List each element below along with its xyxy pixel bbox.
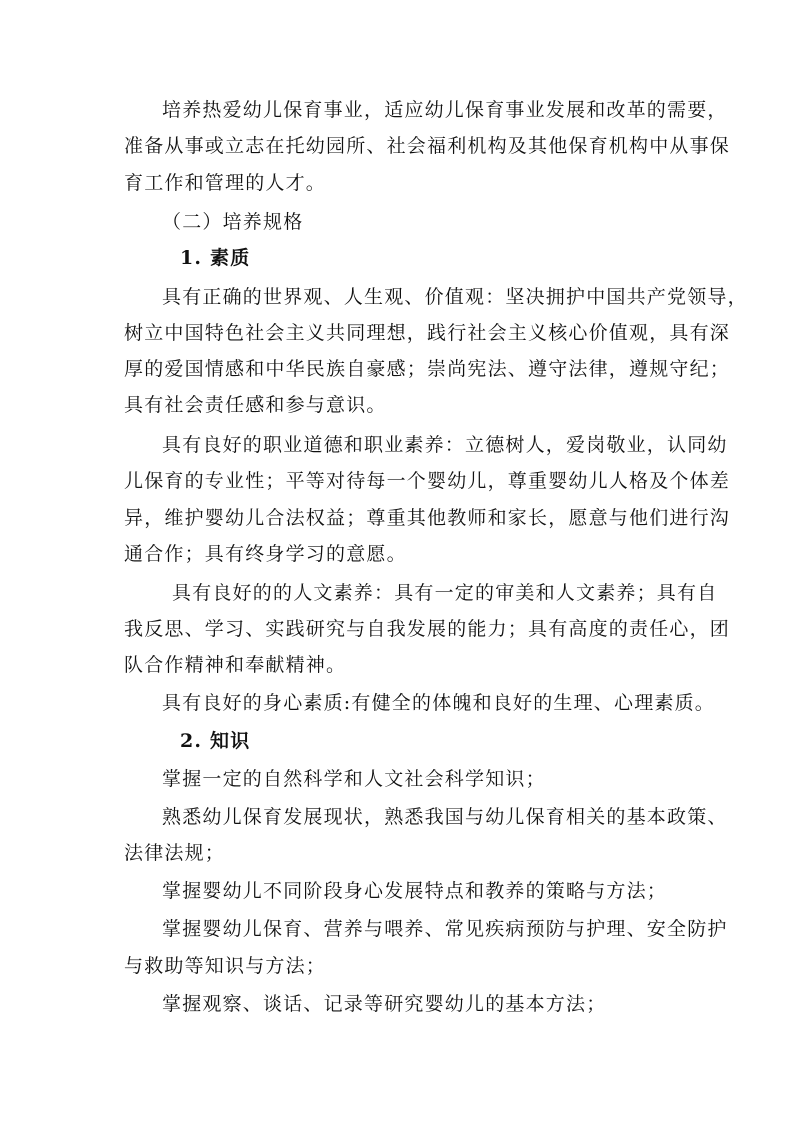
- knowledge-p2-line-2: 法律法规；: [124, 842, 226, 864]
- subsection-heading-knowledge: 2. 知识: [180, 730, 251, 752]
- quality-p1-line-4: 具有社会责任感和参与意识。: [124, 394, 387, 416]
- quality-p3-line-2: 我反思、学习、实践研究与自我发展的能力；具有高度的责任心，团: [124, 618, 731, 640]
- quality-p1-line-3: 厚的爱国情感和中华民族自豪感；崇尚宪法、遵守法律，遵规守纪；: [124, 358, 731, 380]
- knowledge-p4-line-2: 与救助等知识与方法；: [124, 955, 327, 977]
- knowledge-p4-line-1: 掌握婴幼儿保育、营养与喂养、常见疾病预防与护理、安全防护: [162, 918, 728, 940]
- knowledge-p5-line-1: 掌握观察、谈话、记录等研究婴幼儿的基本方法；: [162, 993, 607, 1015]
- intro-line-3: 育工作和管理的人才。: [124, 172, 327, 194]
- knowledge-p1-line-1: 掌握一定的自然科学和人文社会科学知识；: [162, 768, 546, 790]
- quality-p2-line-2: 儿保育的专业性；平等对待每一个婴幼儿，尊重婴幼儿人格及个体差: [124, 470, 731, 492]
- quality-p2-line-1: 具有良好的职业道德和职业素养：立德树人，爱岗敬业，认同幼: [162, 434, 728, 456]
- quality-p1-line-2: 树立中国特色社会主义共同理想，践行社会主义核心价值观，具有深: [124, 322, 731, 344]
- section-heading-training-specs: （二）培养规格: [162, 211, 304, 233]
- quality-p4-line-1: 具有良好的身心素质:有健全的体魄和良好的生理、心理素质。: [162, 692, 716, 714]
- quality-p3-line-3: 队合作精神和奉献精神。: [124, 654, 347, 676]
- quality-p3-line-1: 具有良好的的人文素养：具有一定的审美和人文素养；具有自: [172, 582, 718, 604]
- knowledge-p3-line-1: 掌握婴幼儿不同阶段身心发展特点和教养的策略与方法；: [162, 880, 668, 902]
- intro-line-2: 准备从事或立志在托幼园所、社会福利机构及其他保育机构中从事保: [124, 135, 731, 157]
- subsection-heading-quality: 1. 素质: [180, 247, 251, 269]
- intro-line-1: 培养热爱幼儿保育事业，适应幼儿保育事业发展和改革的需要，: [162, 99, 728, 121]
- knowledge-p2-line-1: 熟悉幼儿保育发展现状，熟悉我国与幼儿保育相关的基本政策、: [162, 806, 728, 828]
- quality-p2-line-3: 异，维护婴幼儿合法权益；尊重其他教师和家长，愿意与他们进行沟: [124, 507, 731, 529]
- quality-p1-line-1: 具有正确的世界观、人生观、价值观：坚决拥护中国共产党领导，: [162, 286, 748, 308]
- quality-p2-line-4: 通合作；具有终身学习的意愿。: [124, 543, 407, 565]
